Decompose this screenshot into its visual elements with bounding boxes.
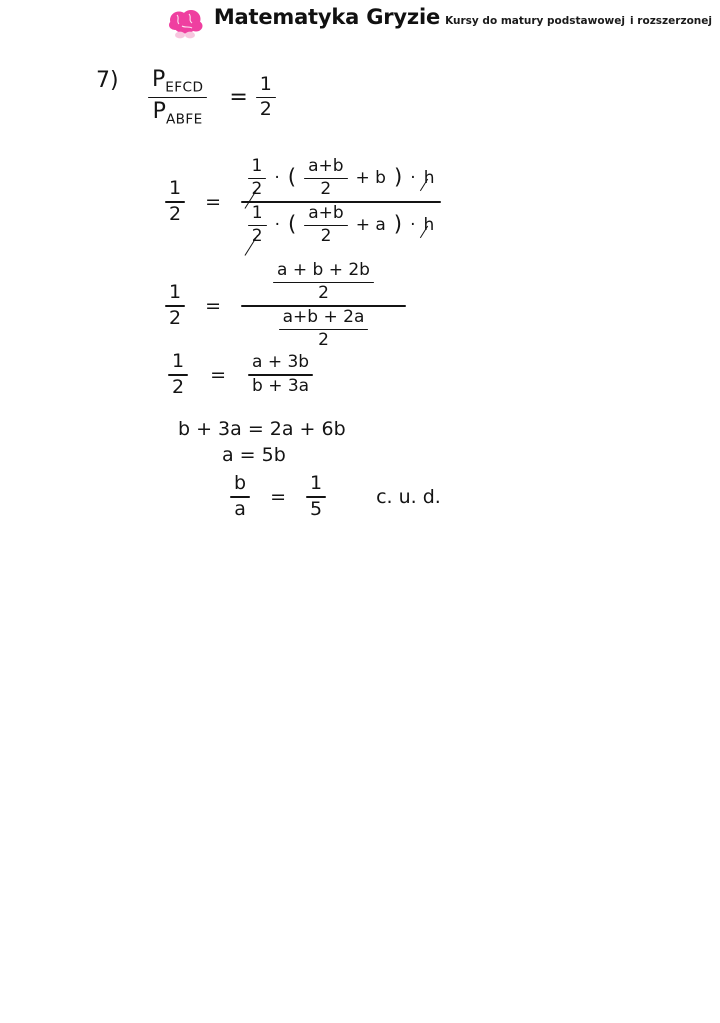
plus-a-term: + a <box>355 214 386 235</box>
area-abfe: $P_{ABFE}$ <box>152 99 203 128</box>
fraction-a-plus-b-over-2-num: $\frac{a+b}{2}$ <box>304 158 347 199</box>
paren-open-num: ( <box>287 165 297 191</box>
equation-line-1 <box>148 68 276 127</box>
dot-operator-num: · <box>274 167 280 188</box>
brand-title: Matematyka Gryzie <box>213 5 440 29</box>
equals-sign-1: = <box>229 85 248 110</box>
denominator-expression-2 <box>244 202 439 247</box>
equation-line-2 <box>165 158 441 246</box>
brand-subtitle-line2: i rozszerzonej <box>630 15 712 27</box>
equals-sign-7: = <box>270 485 286 508</box>
paren-open-den: ( <box>287 212 297 238</box>
big-fraction-2 <box>241 158 441 246</box>
equals-sign-3: = <box>205 295 222 318</box>
denominator-expression-3: $\frac{a+b + 2a}{2}$ <box>275 309 373 350</box>
equation-line-3 <box>165 262 406 350</box>
fraction-a-plus-b-over-2-den: $\frac{a+b}{2}$ <box>304 205 347 246</box>
task-number: 7) <box>96 68 119 93</box>
paren-close-den: ) <box>393 212 403 238</box>
area-efcd: $P_{EFCD}$ <box>152 67 204 96</box>
equation-line-7 <box>230 474 441 519</box>
fraction-b-over-a: $\frac{b}{a}$ <box>230 474 250 519</box>
big-fraction-3 <box>241 262 406 350</box>
fraction-one-half-2: $\frac{1}{2}$ <box>165 179 185 224</box>
qed-text: c. u. d. <box>376 485 441 508</box>
fraction-one-half-4: $\frac{1}{2}$ <box>168 352 188 397</box>
dot-operator-num-2: · <box>410 167 416 188</box>
strike-one-half-den: $\frac{1}{2}$ <box>248 205 267 246</box>
fraction-one-fifth: $\frac{1}{5}$ <box>306 474 326 519</box>
dot-operator-den-2: · <box>410 214 416 235</box>
strike-h-num: h <box>423 167 435 188</box>
fraction-one-half-1: $\frac{1}{2}$ <box>256 75 276 120</box>
brand-subtitle-line1: Kursy do matury podstawowej <box>445 15 625 27</box>
dot-operator-den: · <box>274 214 280 235</box>
numerator-expression-3: $\frac{a + b + 2b}{2}$ <box>269 262 378 303</box>
strike-h-den: h <box>423 214 435 235</box>
plus-b-term: + b <box>355 167 386 188</box>
equals-sign-4: = <box>210 363 227 386</box>
strike-one-half-num: $\frac{1}{2}$ <box>248 158 267 199</box>
fraction-one-half-3: $\frac{1}{2}$ <box>165 283 185 328</box>
equals-sign-2: = <box>205 191 222 214</box>
fraction-simplified-4: $\frac{a + 3b}{b + 3a}$ <box>248 354 313 395</box>
paren-close-num: ) <box>393 165 403 191</box>
equation-line-4 <box>168 352 313 397</box>
numerator-expression-2 <box>244 158 439 199</box>
equation-line-6: a = 5b <box>222 444 286 466</box>
equation-line-5: b + 3a = 2a + 6b <box>178 418 346 440</box>
